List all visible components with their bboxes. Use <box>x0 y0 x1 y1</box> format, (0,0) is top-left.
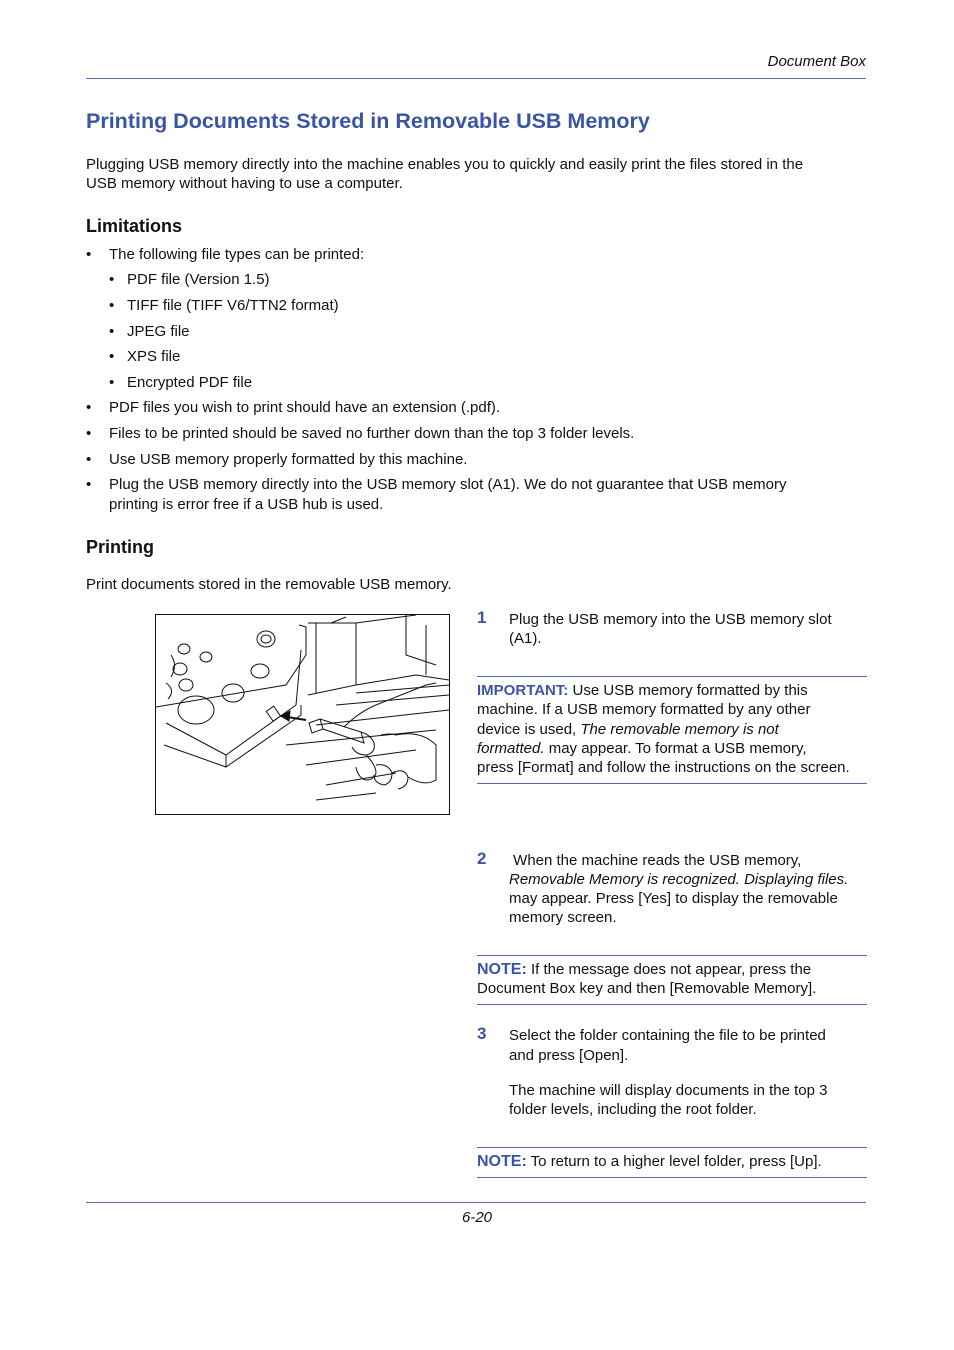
running-header: Document Box <box>767 53 866 70</box>
usb-insertion-illustration <box>155 614 450 815</box>
bullet-dot: • <box>109 297 115 314</box>
step-1-line-2: (A1). <box>509 630 542 647</box>
step-number: 2 <box>477 849 487 868</box>
step-3-sub-line-1: The machine will display documents in the top 3 <box>509 1082 828 1099</box>
list-item-text: XPS file <box>127 348 181 365</box>
list-item-continuation: printing is error free if a USB hub is used. <box>109 496 384 513</box>
important-line-1 <box>477 681 808 701</box>
bullet-dot: • <box>86 476 92 493</box>
important-line-4 <box>477 739 807 759</box>
step-number: 1 <box>477 608 487 627</box>
important-line-2: machine. If a USB memory formatted by any other <box>477 701 811 718</box>
note-box <box>477 1147 867 1178</box>
important-line-3 <box>477 720 779 740</box>
bullet-dot: • <box>86 451 92 468</box>
important-text: may appear. To format a USB memory, <box>544 740 807 757</box>
step-2-line-2: Removable Memory is recognized. Displaying files. <box>509 871 849 888</box>
intro-line-1: Plugging USB memory directly into the machine enables you to quickly and easily print the files stored in the <box>86 156 804 173</box>
note-box <box>477 955 867 1005</box>
note-line-2: Document Box key and then [Removable Memory]. <box>477 980 817 997</box>
limitations-heading: Limitations <box>86 216 183 236</box>
important-label: IMPORTANT: <box>477 682 569 699</box>
printing-intro: Print documents stored in the removable USB memory. <box>86 576 452 593</box>
bullet-dot: • <box>109 271 115 288</box>
step-2-line-4: memory screen. <box>509 909 617 926</box>
bullet-dot: • <box>109 348 115 365</box>
note-label: NOTE: <box>477 961 527 978</box>
list-item-text: Files to be printed should be saved no further down than the top 3 folder levels. <box>109 425 635 442</box>
note-label: NOTE: <box>477 1153 527 1170</box>
header-rule <box>86 78 866 79</box>
note-text: If the message does not appear, press the <box>526 961 812 978</box>
step-2-line-3: may appear. Press [Yes] to display the removable <box>509 890 838 907</box>
note-text: To return to a higher level folder, press [Up]. <box>526 1153 822 1170</box>
list-item-text: Encrypted PDF file <box>127 374 253 391</box>
list-item-text: Use USB memory properly formatted by this machine. <box>109 451 468 468</box>
bullet-dot: • <box>109 323 115 340</box>
list-item-text: PDF files you wish to print should have an extension (.pdf). <box>109 399 501 416</box>
step-3-sub-line-2: folder levels, including the root folder. <box>509 1101 757 1118</box>
list-item-text: Plug the USB memory directly into the USB memory slot (A1). We do not guarantee that USB memory <box>109 476 787 493</box>
list-item-text: JPEG file <box>127 323 190 340</box>
intro-line-2: USB memory without having to use a computer. <box>86 175 403 192</box>
important-text: Use USB memory formatted by this <box>568 682 808 699</box>
list-item-text: TIFF file (TIFF V6/TTN2 format) <box>127 297 339 314</box>
important-italic-text: formatted. <box>477 740 545 757</box>
step-2-line-1: When the machine reads the USB memory, <box>509 852 802 869</box>
bullet-dot: • <box>109 374 115 391</box>
note-line-1 <box>477 1152 822 1172</box>
bullet-dot: • <box>86 399 92 416</box>
step-3-line-2: and press [Open]. <box>509 1047 629 1064</box>
important-text: device is used, <box>477 721 581 738</box>
machine-usb-drawing <box>156 615 449 814</box>
page-number: 6-20 <box>461 1209 493 1226</box>
important-italic-text: The removable memory is not <box>580 721 779 738</box>
footer-rule <box>86 1202 866 1203</box>
bullet-dot: • <box>86 246 92 263</box>
step-1-line-1: Plug the USB memory into the USB memory slot <box>509 611 832 628</box>
step-3-line-1: Select the folder containing the file to be printed <box>509 1027 826 1044</box>
important-box <box>477 676 867 784</box>
important-line-5: press [Format] and follow the instructions on the screen. <box>477 759 850 776</box>
step-number: 3 <box>477 1024 487 1043</box>
printing-heading: Printing <box>86 537 154 557</box>
note-line-1 <box>477 960 811 980</box>
bullet-dot: • <box>86 425 92 442</box>
list-item-text: The following file types can be printed: <box>109 246 365 263</box>
page-title: Printing Documents Stored in Removable USB Memory <box>86 109 650 133</box>
list-item-text: PDF file (Version 1.5) <box>127 271 270 288</box>
